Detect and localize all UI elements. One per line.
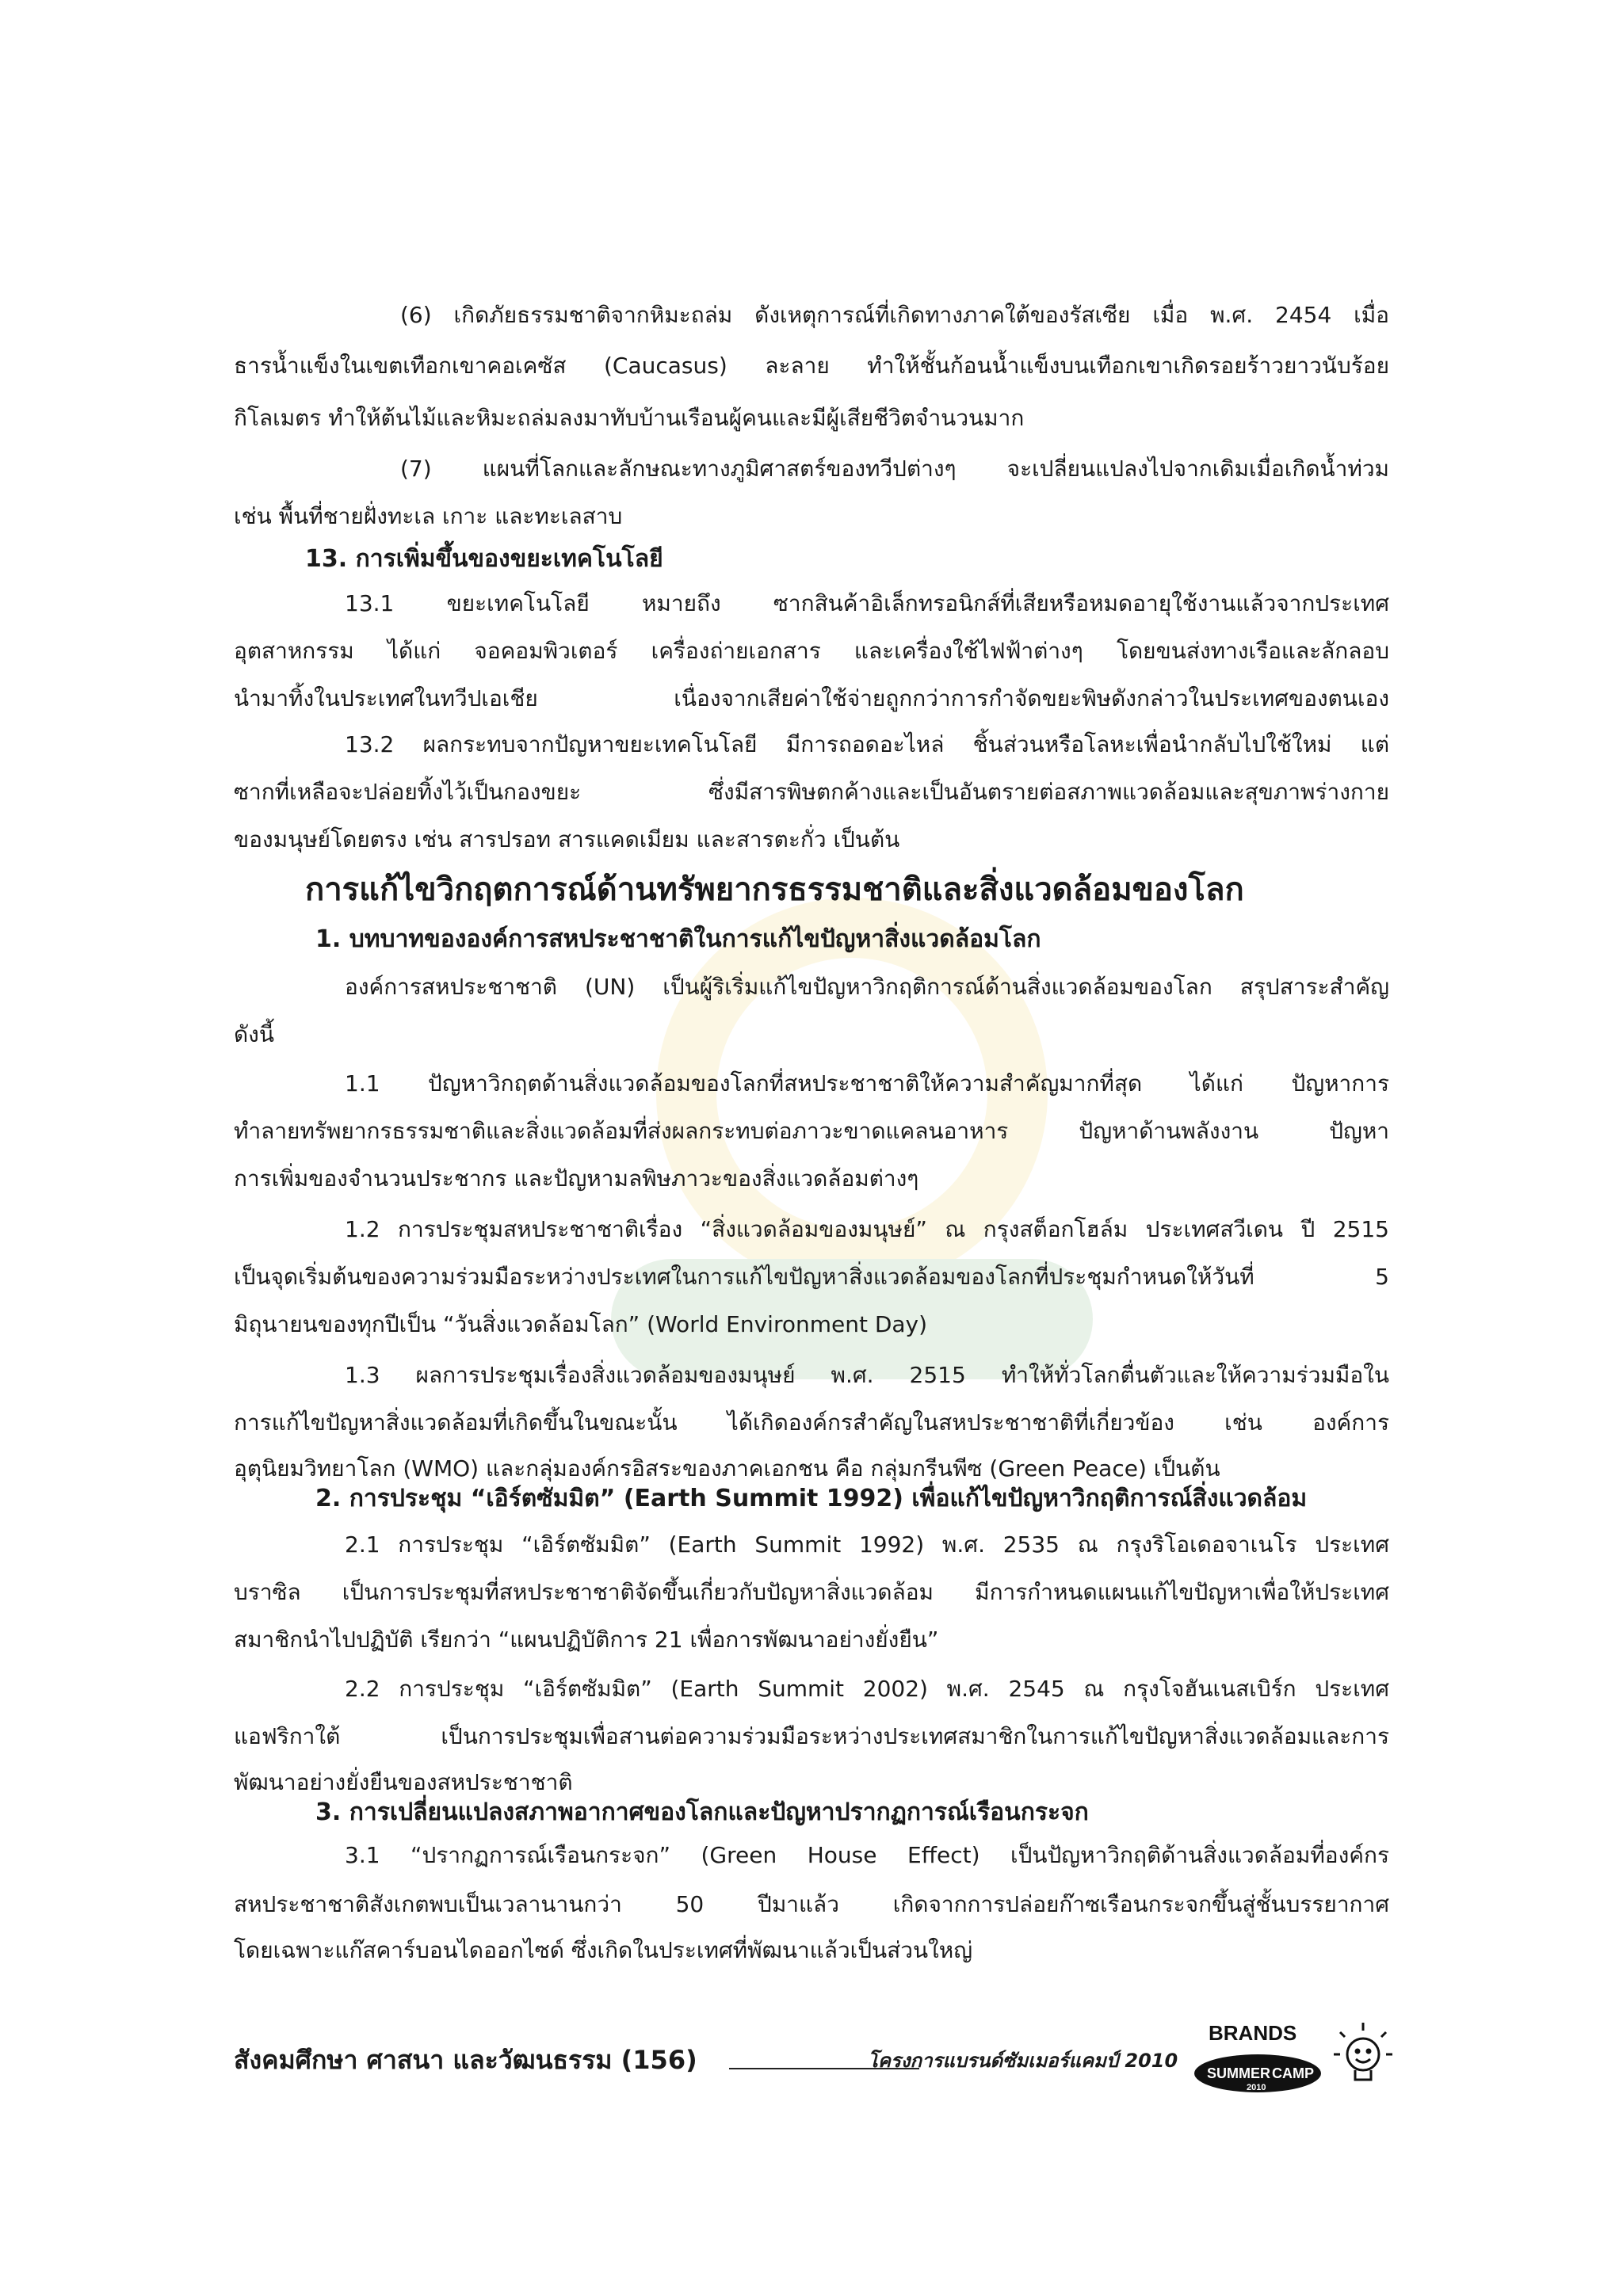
main-heading: การแก้ไขวิกฤตการณ์ด้านทรัพยากรธรรมชาติและสิ่งแวดล้อมของโลก — [305, 871, 1244, 908]
text-line: โดยเฉพาะแก๊สคาร์บอนไดออกไซด์ ซึ่งเกิดในประเทศที่พัฒนาแล้วเป็นส่วนใหญ่ — [234, 1937, 973, 1963]
text-line: 13.1 ขยะเทคโนโลยี หมายถึง ซากสินค้าอิเล็กทรอนิกส์ที่เสียหรือหมดอายุใช้งานแล้วจากประเทศ — [345, 590, 1389, 616]
text-line: เช่น พื้นที่ชายฝั่งทะเล เกาะ และทะเลสาบ — [234, 503, 623, 529]
text-line: ดังนี้ — [234, 1021, 274, 1047]
text-line: 2.2 การประชุม “เอิร์ตซัมมิต” (Earth Summit 2002) พ.ศ. 2545 ณ กรุงโจฮันเนสเบิร์ก ประเทศ — [345, 1676, 1389, 1702]
text-line: สหประชาชาติสังเกตพบเป็นเวลานานกว่า 50 ปีมาแล้ว เกิดจากการปล่อยก๊าซเรือนกระจกขึ้นสู่ชั้นบรรยากาศ — [234, 1891, 1389, 1917]
text-line: (7) แผนที่โลกและลักษณะทางภูมิศาสตร์ของทวีปต่างๆ จะเปลี่ยนแปลงไปจากเดิมเมื่อเกิดน้ำท่วม — [400, 456, 1389, 482]
text-line: การแก้ไขปัญหาสิ่งแวดล้อมที่เกิดขึ้นในขณะนั้น ได้เกิดองค์กรสำคัญในสหประชาชาติที่เกี่ยวข้อง เช่น องค์การ — [234, 1409, 1389, 1436]
lightbulb-icon — [1334, 2023, 1392, 2080]
section-heading-3: 3. การเปลี่ยนแปลงสภาพอากาศของโลกและปัญหาปรากฏการณ์เรือนกระจก — [315, 1798, 1089, 1826]
text-line: (6) เกิดภัยธรรมชาติจากหิมะถล่ม ดังเหตุการณ์ที่เกิดทางภาคใต้ของรัสเซีย เมื่อ พ.ศ. 2454 เมื่อ — [400, 302, 1389, 328]
logo-summer-text: SUMMER — [1207, 2065, 1270, 2081]
logo-camp-text: CAMP — [1272, 2065, 1314, 2081]
footer-subject: สังคมศึกษา ศาสนา และวัฒนธรรม (156) — [234, 2045, 697, 2075]
text-line: 1.1 ปัญหาวิกฤตด้านสิ่งแวดล้อมของโลกที่สหประชาชาติให้ความสำคัญมากที่สุด ได้แก่ ปัญหาการ — [345, 1070, 1389, 1097]
text-line: 1.2 การประชุมสหประชาชาติเรื่อง “สิ่งแวดล้อมของมนุษย์” ณ กรุงสต็อกโฮล์ม ประเทศสวีเดน ปี 2515 — [345, 1216, 1389, 1242]
text-line: อุตุนิยมวิทยาโลก (WMO) และกลุ่มองค์กรอิสระของภาคเอกชน คือ กลุ่มกรีนพีซ (Green Peace) เป็นต้น — [234, 1455, 1220, 1482]
text-line: การเพิ่มของจำนวนประชากร และปัญหามลพิษภาวะของสิ่งแวดล้อมต่างๆ — [234, 1165, 919, 1192]
text-line: ของมนุษย์โดยตรง เช่น สารปรอท สารแคดเมียม และสารตะกั่ว เป็นต้น — [234, 826, 900, 852]
text-line: 13.2 ผลกระทบจากปัญหาขยะเทคโนโลยี มีการถอดอะไหล่ ชิ้นส่วนหรือโลหะเพื่อนำกลับไปใช้ใหม่ แต่ — [345, 731, 1389, 757]
section-heading-1: 1. บทบาทขององค์การสหประชาชาติในการแก้ไขปัญหาสิ่งแวดล้อมโลก — [315, 925, 1041, 953]
section-heading-2: 2. การประชุม “เอิร์ตซัมมิต” (Earth Summit 1992) เพื่อแก้ไขปัญหาวิกฤติการณ์สิ่งแวดล้อม — [315, 1485, 1308, 1512]
logo-year-text: 2010 — [1247, 2083, 1266, 2092]
section-heading-13: 13. การเพิ่มขึ้นของขยะเทคโนโลยี — [305, 545, 663, 573]
text-line: อุตสาหกรรม ได้แก่ จอคอมพิวเตอร์ เครื่องถ่ายเอกสาร และเครื่องใช้ไฟฟ้าต่างๆ โดยขนส่งทางเรือและลักลอบ — [234, 638, 1389, 664]
text-line: องค์การสหประชาชาติ (UN) เป็นผู้ริเริ่มแก้ไขปัญหาวิกฤติการณ์ด้านสิ่งแวดล้อมของโลก สรุปสาระสำคัญ — [345, 974, 1389, 1000]
text-line: 1.3 ผลการประชุมเรื่องสิ่งแวดล้อมของมนุษย์ พ.ศ. 2515 ทำให้ทั่วโลกตื่นตัวและให้ความร่วมมือใน — [345, 1362, 1389, 1388]
text-line: เป็นจุดเริ่มต้นของความร่วมมือระหว่างประเทศในการแก้ไขปัญหาสิ่งแวดล้อมของโลกที่ประชุมกำหนดให้วันที่ 5 — [234, 1264, 1389, 1290]
text-line: ทำลายทรัพยากรธรรมชาติและสิ่งแวดล้อมที่ส่งผลกระทบต่อภาวะขาดแคลนอาหาร ปัญหาด้านพลังงาน ปัญหา — [234, 1118, 1389, 1144]
text-line: 2.1 การประชุม “เอิร์ตซัมมิต” (Earth Summit 1992) พ.ศ. 2535 ณ กรุงริโอเดอจาเนโร ประเทศ — [345, 1531, 1389, 1558]
page-footer — [234, 2016, 1423, 2103]
logo-brand-text: BRANDS — [1209, 2021, 1297, 2045]
text-line: กิโลเมตร ทำให้ต้นไม้และหิมะถล่มลงมาทับบ้านเรือนผู้คนและมีผู้เสียชีวิตจำนวนมาก — [234, 405, 1025, 431]
text-line: มิถุนายนของทุกปีเป็น “วันสิ่งแวดล้อมโลก” (World Environment Day) — [234, 1311, 928, 1337]
text-line: 3.1 “ปรากฏการณ์เรือนกระจก” (Green House Effect) เป็นปัญหาวิกฤติด้านสิ่งแวดล้อมที่องค์กร — [345, 1842, 1389, 1868]
text-line: แอฟริกาใต้ เป็นการประชุมเพื่อสานต่อความร่วมมือระหว่างประเทศสมาชิกในการแก้ไขปัญหาสิ่งแวดล้อมและการ — [234, 1723, 1389, 1749]
text-line: ธารน้ำแข็งในเขตเทือกเขาคอเคซัส (Caucasus) ละลาย ทำให้ชั้นก้อนน้ำแข็งบนเทือกเขาเกิดรอยร้าวยาวนับร้อย — [234, 353, 1389, 379]
text-line: สมาชิกนำไปปฏิบัติ เรียกว่า “แผนปฏิบัติการ 21 เพื่อการพัฒนาอย่างยั่งยืน” — [234, 1627, 939, 1653]
text-line: พัฒนาอย่างยั่งยืนของสหประชาชาติ — [234, 1769, 573, 1795]
text-line: ซากที่เหลือจะปล่อยทิ้งไว้เป็นกองขยะ ซึ่งมีสารพิษตกค้างและเป็นอันตรายต่อสภาพแวดล้อมและสุขภาพร่างกาย — [234, 779, 1389, 805]
summer-camp-logo — [1193, 2016, 1407, 2103]
text-line: นำมาทิ้งในประเทศในทวีปเอเชีย เนื่องจากเสียค่าใช้จ่ายถูกกว่าการกำจัดขยะพิษดังกล่าวในประเทศของตนเอง — [234, 685, 1389, 711]
footer-project: โครงการแบรนด์ซัมเมอร์แคมป์ 2010 — [868, 2050, 1178, 2072]
text-line: บราซิล เป็นการประชุมที่สหประชาชาติจัดขึ้นเกี่ยวกับปัญหาสิ่งแวดล้อม มีการกำหนดแผนแก้ไขปัญหาเพื่อให้ประเทศ — [234, 1579, 1389, 1605]
